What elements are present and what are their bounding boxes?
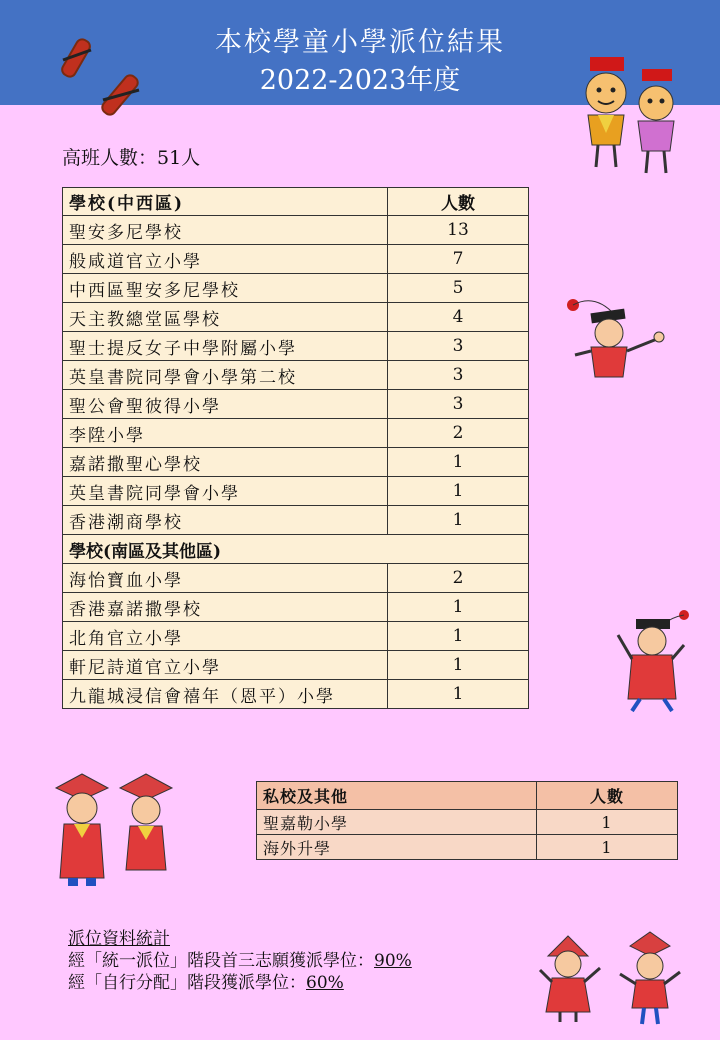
- table-row: [63, 274, 529, 303]
- student-count: 5: [388, 274, 529, 303]
- stats-line2-value: 60%: [306, 973, 344, 993]
- section-header-row: [63, 535, 529, 564]
- stats-line2-label: 經「自行分配」階段獲派學位：: [68, 973, 306, 993]
- student-count: 1: [537, 810, 678, 835]
- student-count: 3: [388, 361, 529, 390]
- school-name: 九龍城浸信會禧年（恩平）小學: [63, 680, 388, 709]
- table-row: [63, 651, 529, 680]
- student-count: 4: [388, 303, 529, 332]
- student-count: 1: [388, 622, 529, 651]
- stats-title: 派位資料統計: [68, 929, 170, 949]
- table-row: [63, 361, 529, 390]
- graduate-child-icon: [565, 295, 670, 390]
- table-row: [63, 448, 529, 477]
- graduates-illustration-icon: [572, 55, 694, 180]
- student-count: 7: [388, 245, 529, 274]
- stats-line1-value: 90%: [374, 951, 412, 971]
- private-schools-table: [256, 781, 678, 860]
- stats-line-discretionary: [68, 972, 412, 994]
- table-row: [63, 506, 529, 535]
- allocation-statistics: [68, 928, 412, 994]
- table-row: [63, 477, 529, 506]
- student-count: 1: [537, 835, 678, 860]
- student-count: 1: [388, 448, 529, 477]
- school-name: 中西區聖安多尼學校: [63, 274, 388, 303]
- table-header-row: [63, 188, 529, 216]
- student-count: 1: [388, 651, 529, 680]
- page-year: 2022-2023年度: [259, 65, 461, 96]
- diploma-scroll-icon: [55, 20, 165, 125]
- header-count: 人數: [388, 188, 529, 216]
- school-name: 香港潮商學校: [63, 506, 388, 535]
- school-name: 香港嘉諾撒學校: [63, 593, 388, 622]
- table-row: [63, 419, 529, 448]
- jumping-graduate-icon: [612, 605, 694, 715]
- table-row: [63, 390, 529, 419]
- table-row: [63, 216, 529, 245]
- celebrating-graduates-icon: [538, 928, 688, 1028]
- table-row: [257, 835, 678, 860]
- table-row: [63, 245, 529, 274]
- two-graduates-icon: [50, 770, 180, 895]
- table-row: [63, 564, 529, 593]
- school-allocation-table: [62, 187, 529, 709]
- table-row: [63, 680, 529, 709]
- school-name: 聖嘉勒小學: [257, 810, 537, 835]
- stats-line-central: [68, 950, 412, 972]
- page-title: 本校學童小學派位結果: [215, 27, 505, 58]
- table-row: [63, 303, 529, 332]
- stats-line1-label: 經「統一派位」階段首三志願獲派學位：: [68, 951, 374, 971]
- student-count: 1: [388, 506, 529, 535]
- school-name: 聖公會聖彼得小學: [63, 390, 388, 419]
- school-name: 英皇書院同學會小學: [63, 477, 388, 506]
- table-row: [63, 593, 529, 622]
- school-name: 李陞小學: [63, 419, 388, 448]
- school-name: 英皇書院同學會小學第二校: [63, 361, 388, 390]
- student-count: 1: [388, 593, 529, 622]
- table-header-row: [257, 782, 678, 810]
- student-count: 2: [388, 564, 529, 593]
- school-name: 天主教總堂區學校: [63, 303, 388, 332]
- school-name: 北角官立小學: [63, 622, 388, 651]
- school-name: 海外升學: [257, 835, 537, 860]
- school-name: 聖士提反女子中學附屬小學: [63, 332, 388, 361]
- header-count: 人數: [537, 782, 678, 810]
- header-school: 私校及其他: [257, 782, 537, 810]
- table-row: [63, 622, 529, 651]
- student-count: 3: [388, 390, 529, 419]
- student-count: 13: [388, 216, 529, 245]
- student-count: 3: [388, 332, 529, 361]
- header-school: 學校(中西區): [63, 188, 388, 216]
- student-count: 1: [388, 477, 529, 506]
- class-count: 高班人數：51人: [62, 147, 201, 169]
- school-name: 海怡寶血小學: [63, 564, 388, 593]
- school-name: 軒尼詩道官立小學: [63, 651, 388, 680]
- student-count: 2: [388, 419, 529, 448]
- student-count: 1: [388, 680, 529, 709]
- school-name: 嘉諾撒聖心學校: [63, 448, 388, 477]
- table-row: [63, 332, 529, 361]
- school-name: 聖安多尼學校: [63, 216, 388, 245]
- section-header-other-districts: 學校(南區及其他區): [63, 535, 529, 564]
- table-row: [257, 810, 678, 835]
- school-name: 般咸道官立小學: [63, 245, 388, 274]
